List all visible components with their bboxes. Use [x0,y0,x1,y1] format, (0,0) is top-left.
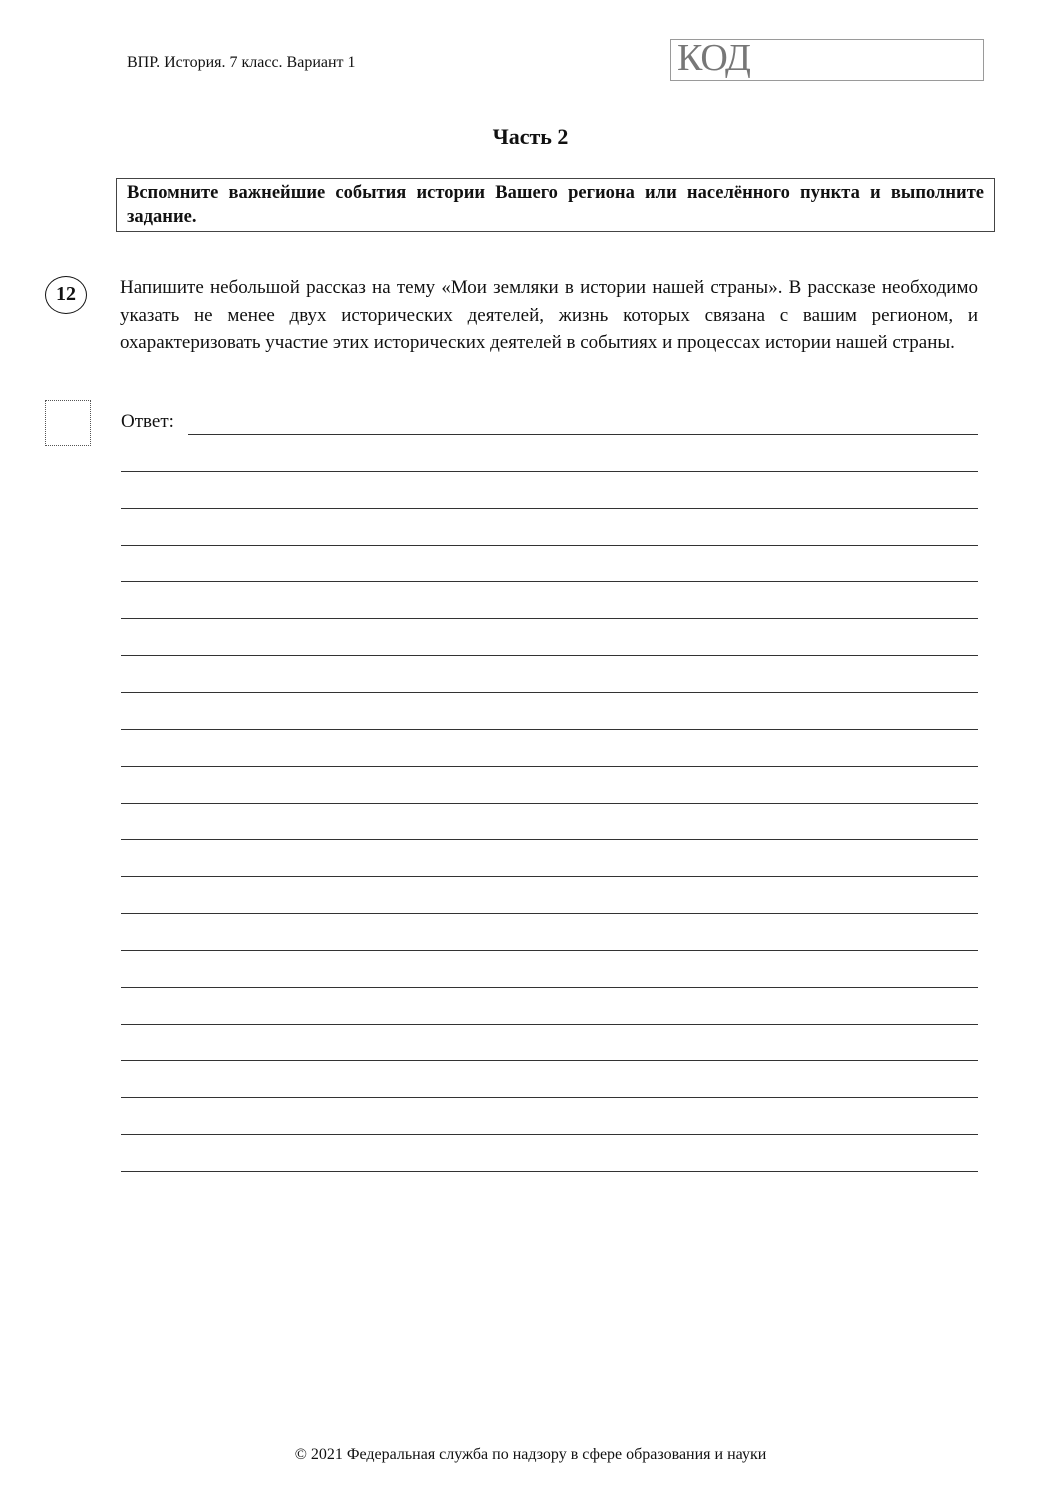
answer-line[interactable] [121,692,978,693]
answer-line[interactable] [121,766,978,767]
part-title: Часть 2 [492,124,569,149]
answer-line[interactable] [121,913,978,914]
answer-line[interactable] [121,618,978,619]
answer-line[interactable] [121,987,978,988]
answer-label: Ответ: [121,411,174,432]
answer-line[interactable] [121,1097,978,1098]
answer-line[interactable] [121,508,978,509]
answer-line[interactable] [121,1134,978,1135]
task-number-badge: 12 [45,276,87,314]
answer-line[interactable] [188,434,978,435]
answer-line[interactable] [121,655,978,656]
answer-line[interactable] [121,1171,978,1172]
answer-line[interactable] [121,950,978,951]
header-title: ВПР. История. 7 класс. Вариант 1 [127,54,356,71]
code-label: КОД [677,37,750,79]
answer-line[interactable] [121,471,978,472]
answer-line[interactable] [121,839,978,840]
answer-line[interactable] [121,1024,978,1025]
answer-line[interactable] [121,581,978,582]
answer-line[interactable] [121,1060,978,1061]
task-text: Напишите небольшой рассказ на тему «Мои земляки в истории нашей страны». В рассказе необходимо указать не менее двух исторических деятелей, жизнь которых связана с вашим регионом, и охарактеризовать участие этих исторических деятелей в событиях и процессах истории нашей страны. [120,277,978,353]
instruction-text: Вспомните важнейшие события истории Вашего региона или населённого пункта и выполните задание. [127,183,984,227]
footer-copyright: © 2021 Федеральная служба по надзору в сфере образования и науки [294,1446,767,1463]
answer-line[interactable] [121,803,978,804]
answer-line[interactable] [121,876,978,877]
instruction-box [116,178,995,232]
answer-line[interactable] [121,545,978,546]
score-box[interactable] [45,400,91,446]
code-field[interactable] [670,39,984,81]
answer-line[interactable] [121,729,978,730]
